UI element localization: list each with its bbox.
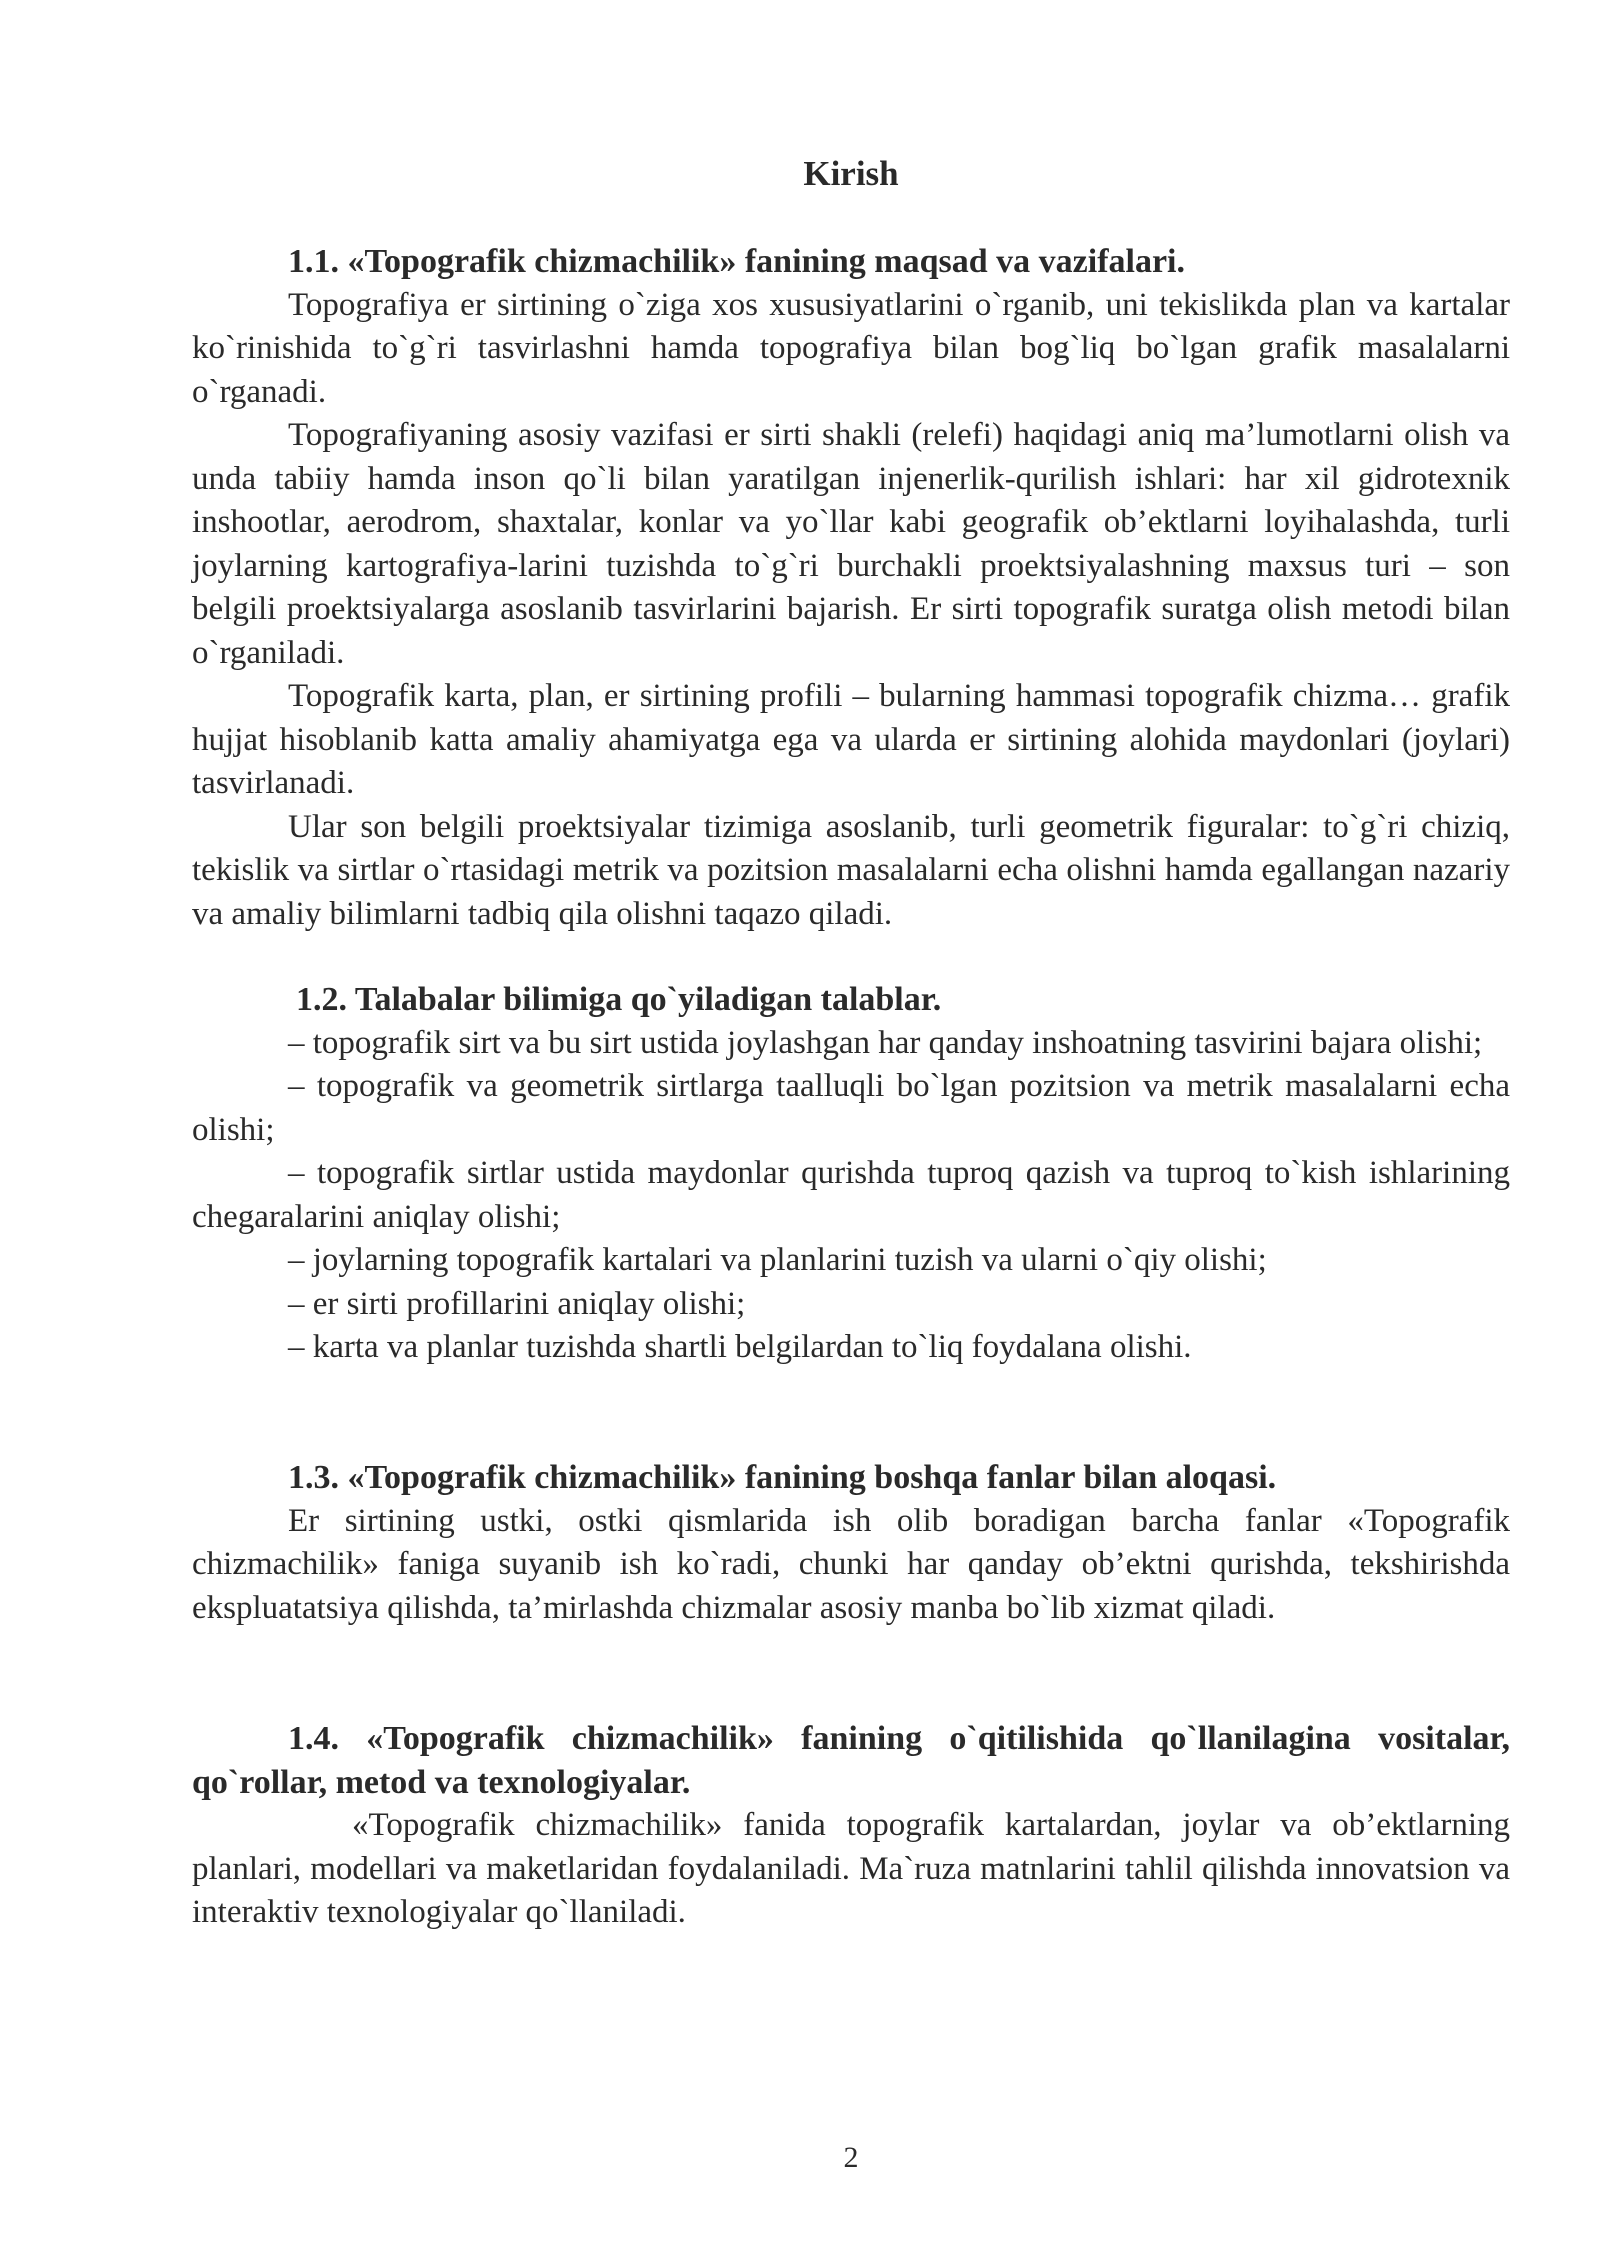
- section-heading: 1.3. «Topografik chizmachilik» fanining boshqa fanlar bilan aloqasi.: [288, 1459, 1277, 1496]
- list-item: – topografik sirt va bu sirt ustida joylashgan har qanday inshoatning tasvirini bajara olishi;: [288, 1024, 1483, 1061]
- paragraph: Topografik karta, plan, er sirtining profili – bularning hammasi topografik chizma… grafik hujjat hisoblanib katta amaliy ahamiyatga ega va ularda er sirtining alohida maydonlari (joylari) tasvirlanadi.: [192, 678, 1510, 801]
- paragraph: Topografiyaning asosiy vazifasi er sirti shakli (relefi) haqidagi aniq ma’lumotlarni olish va unda tabiiy hamda inson qo`li bilan yaratilgan injenerlik-qurilish ishlari: har xil gidrotexnik inshootlar, aerodrom, shaxtalar, konlar va yo`llar kabi geografik ob’ektlarni loyihalashda, turli joylarning kartografiya-larini tuzishda to`g`ri burchakli proektsiyalashning maxsus turi – son belgili proektsiyalarga asoslanib tasvirlarini bajarish. Er sirti topografik suratga olish metodi bilan o`rganiladi.: [192, 417, 1510, 671]
- list-item: – er sirti profillarini aniqlay olishi;: [288, 1285, 746, 1322]
- list-item: – karta va planlar tuzishda shartli belgilardan to`liq foydalana olishi.: [288, 1329, 1192, 1365]
- section-1-1: [192, 240, 1510, 936]
- section-heading: 1.2. Talabalar bilimiga qo`yiladigan talablar.: [296, 981, 942, 1018]
- list-item: – topografik sirtlar ustida maydonlar qurishda tuproq qazish va tuproq to`kish ishlarining chegaralarini aniqlay olishi;: [192, 1155, 1510, 1235]
- page-title: Kirish: [803, 154, 899, 193]
- section-1-2: [192, 978, 1510, 1370]
- list-item: – topografik va geometrik sirtlarga taalluqli bo`lgan pozitsion va metrik masalalarni echa olishi;: [192, 1068, 1510, 1148]
- paragraph: Ular son belgili proektsiyalar tizimiga asoslanib, turli geometrik figuralar: to`g`ri chiziq, tekislik va sirtlar o`rtasidagi metrik va pozitsion masalalarni echa olishni hamda egallangan nazariy va amaliy bilimlarni tadbiq qila olishni taqazo qiladi.: [192, 808, 1510, 932]
- section-heading: 1.1. «Topografik chizmachilik» fanining maqsad va vazifalari.: [288, 243, 1185, 280]
- list-item: – joylarning topografik kartalari va planlarini tuzish va ularni o`qiy olishi;: [288, 1242, 1267, 1278]
- document-page: [192, 0, 1510, 2262]
- section-1-3: [192, 1456, 1510, 1630]
- paragraph: Er sirtining ustki, ostki qismlarida ish olib boradigan barcha fanlar «Topografik chizmachilik» faniga suyanib ish ko`radi, chunki har qanday ob’ektni qurishda, tekshirishda ekspluatatsiya qilishda, ta’mirlashda chizmalar asosiy manba bo`lib xizmat qiladi.: [192, 1502, 1510, 1626]
- paragraph: Topografiya er sirtining o`ziga xos xususiyatlarini o`rganib, uni tekislikda plan va kartalar ko`rinishida to`g`ri tasvirlashni hamda topografiya bilan bog`liq bo`lgan grafik masalalarni o`rganadi.: [192, 286, 1510, 410]
- paragraph: «Topografik chizmachilik» fanida topografik kartalardan, joylar va ob’ektlarning planlari, modellari va maketlaridan foydalaniladi. Ma`ruza matnlarini tahlil qilishda innovatsion va interaktiv texnologiyalar qo`llaniladi.: [192, 1807, 1510, 1930]
- page-number: 2: [843, 2141, 859, 2174]
- section-heading: 1.4. «Topografik chizmachilik» fanining o`qitilishida qo`llanilagina vositalar, qo`rollar, metod va texnologiyalar.: [192, 1720, 1510, 1801]
- section-1-4: [192, 1717, 1510, 1935]
